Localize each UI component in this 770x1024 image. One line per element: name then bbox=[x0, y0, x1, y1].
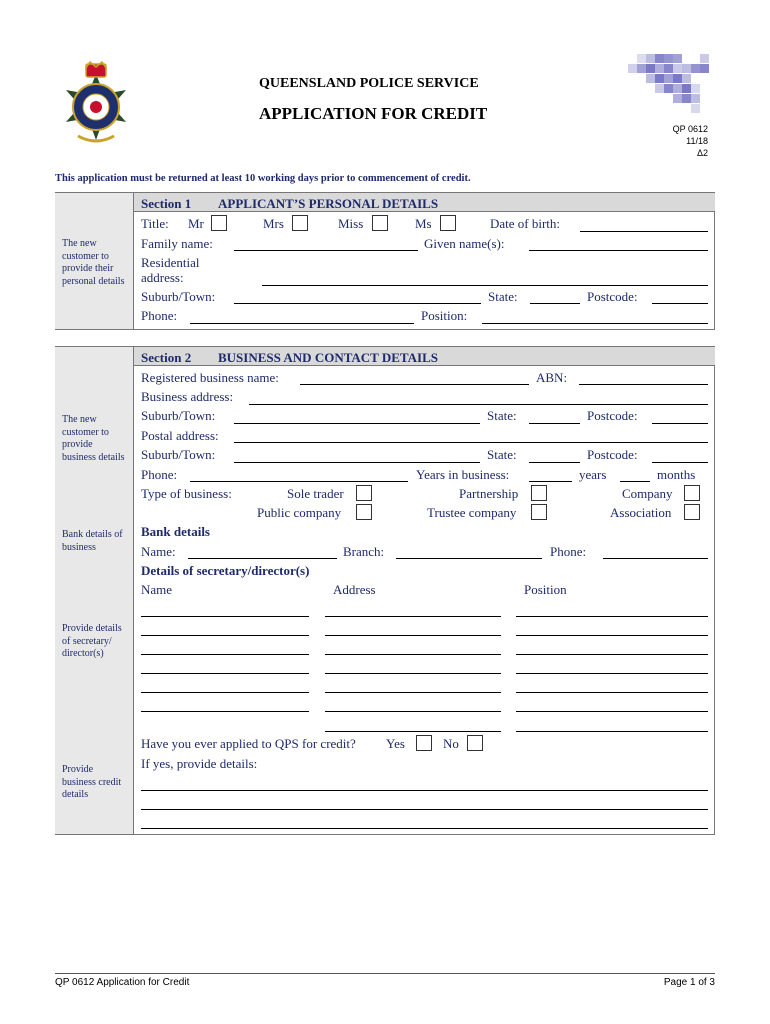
bank-phone-field[interactable] bbox=[603, 558, 708, 559]
director-field-r6-c2[interactable] bbox=[325, 711, 501, 712]
bank-details-heading: Bank details bbox=[141, 524, 210, 539]
secretary-side-note: Provide details of secretary/ director(s) bbox=[62, 623, 122, 659]
registered-name-field[interactable] bbox=[300, 384, 529, 385]
months-field[interactable] bbox=[620, 481, 650, 482]
applied-question: Have you ever applied to QPS for credit? bbox=[141, 736, 356, 751]
postal-address-field[interactable] bbox=[234, 442, 708, 443]
years-field[interactable] bbox=[529, 481, 572, 482]
business-phone-field[interactable] bbox=[190, 481, 408, 482]
credit-details-line-1[interactable] bbox=[141, 790, 708, 791]
trustee-company-checkbox[interactable] bbox=[531, 504, 547, 520]
director-field-r5-c2[interactable] bbox=[325, 692, 501, 693]
organisation-name: QUEENSLAND POLICE SERVICE bbox=[259, 76, 479, 91]
bank-name-label: Name: bbox=[141, 544, 176, 559]
footer-page-number: Page 1 of 3 bbox=[663, 977, 715, 988]
yes-label: Yes bbox=[386, 736, 405, 751]
checker-square bbox=[691, 104, 700, 113]
checker-square bbox=[655, 74, 664, 83]
company-checkbox[interactable] bbox=[684, 485, 700, 501]
form-version: Δ2 bbox=[696, 148, 708, 158]
director-field-r1-c3[interactable] bbox=[516, 616, 708, 617]
postcode-label: Postcode: bbox=[587, 289, 638, 304]
section2-number: Section 2 bbox=[141, 350, 192, 365]
mr-checkbox[interactable] bbox=[211, 215, 227, 231]
director-field-r4-c2[interactable] bbox=[325, 673, 501, 674]
association-label: Association bbox=[610, 505, 672, 520]
postcode-field[interactable] bbox=[652, 303, 708, 304]
given-names-field[interactable] bbox=[529, 250, 708, 251]
section1-title: APPLICANT’S PERSONAL DETAILS bbox=[218, 196, 439, 211]
state-label: State: bbox=[488, 289, 518, 304]
position-field[interactable] bbox=[482, 323, 708, 324]
intro-note: This application must be returned at least 10 working days prior to commencement of credit. bbox=[55, 173, 471, 184]
miss-checkbox[interactable] bbox=[372, 215, 388, 231]
form-code: QP 0612 bbox=[672, 124, 708, 134]
director-field-r5-c1[interactable] bbox=[141, 692, 309, 693]
mrs-checkbox[interactable] bbox=[292, 215, 308, 231]
checker-square bbox=[664, 54, 673, 63]
col-name-header: Name bbox=[141, 582, 173, 597]
dob-label: Date of birth: bbox=[490, 216, 561, 231]
checker-square bbox=[700, 54, 709, 63]
business-suburb-field[interactable] bbox=[234, 423, 480, 424]
checker-square bbox=[637, 64, 646, 73]
checker-square bbox=[664, 84, 673, 93]
postal-suburb-label: Suburb/Town: bbox=[141, 447, 216, 462]
form-date: 11/18 bbox=[686, 136, 708, 146]
col-position-header: Position bbox=[524, 582, 567, 597]
credit-side-note: Provide business credit details bbox=[62, 764, 122, 800]
association-checkbox[interactable] bbox=[684, 504, 700, 520]
postal-postcode-field[interactable] bbox=[652, 462, 708, 463]
business-address-label: Business address: bbox=[141, 389, 234, 404]
suburb-field[interactable] bbox=[234, 303, 481, 304]
bank-phone-label: Phone: bbox=[550, 544, 587, 559]
ms-checkbox[interactable] bbox=[440, 215, 456, 231]
title-option-mrs: Mrs bbox=[263, 216, 284, 231]
title-option-ms: Ms bbox=[415, 216, 432, 231]
checker-square bbox=[691, 94, 700, 103]
title-option-mr: Mr bbox=[188, 216, 204, 231]
business-state-field[interactable] bbox=[529, 423, 580, 424]
director-field-r3-c1[interactable] bbox=[141, 654, 309, 655]
public-company-label: Public company bbox=[257, 505, 342, 520]
partnership-checkbox[interactable] bbox=[531, 485, 547, 501]
months-label: months bbox=[657, 467, 696, 482]
checker-square bbox=[646, 74, 655, 83]
director-field-r3-c2[interactable] bbox=[325, 654, 501, 655]
checker-square bbox=[646, 54, 655, 63]
partnership-label: Partnership bbox=[459, 486, 519, 501]
checker-square bbox=[682, 74, 691, 83]
postal-address-label: Postal address: bbox=[141, 428, 219, 443]
checker-square bbox=[637, 54, 646, 63]
checker-square bbox=[682, 84, 691, 93]
director-field-r2-c2[interactable] bbox=[325, 635, 501, 636]
director-field-r5-c3[interactable] bbox=[516, 692, 708, 693]
dob-field[interactable] bbox=[580, 231, 708, 232]
credit-details-line-2[interactable] bbox=[141, 809, 708, 810]
checker-graphic bbox=[628, 54, 710, 114]
checker-square bbox=[655, 64, 664, 73]
checker-square bbox=[664, 74, 673, 83]
checker-square bbox=[673, 54, 682, 63]
checker-square bbox=[628, 64, 637, 73]
business-suburb-label: Suburb/Town: bbox=[141, 408, 216, 423]
director-field-r1-c1[interactable] bbox=[141, 616, 309, 617]
residential-address-field[interactable] bbox=[262, 285, 708, 286]
trustee-company-label: Trustee company bbox=[427, 505, 517, 520]
director-field-r7-c2[interactable] bbox=[325, 731, 501, 732]
footer-rule bbox=[55, 973, 715, 974]
title-option-miss: Miss bbox=[338, 216, 364, 231]
section2-side-note: The new customer to provide business details bbox=[62, 414, 125, 463]
business-phone-label: Phone: bbox=[141, 467, 178, 482]
section2-title: BUSINESS AND CONTACT DETAILS bbox=[218, 350, 438, 365]
yes-checkbox[interactable] bbox=[416, 735, 432, 751]
checker-square bbox=[673, 84, 682, 93]
residential-label: Residential bbox=[141, 255, 200, 270]
qps-logo bbox=[58, 60, 134, 152]
state-field[interactable] bbox=[530, 303, 580, 304]
director-field-r7-c3[interactable] bbox=[516, 731, 708, 732]
postal-state-label: State: bbox=[487, 447, 517, 462]
director-field-r2-c3[interactable] bbox=[516, 635, 708, 636]
checker-square bbox=[673, 64, 682, 73]
public-company-checkbox[interactable] bbox=[356, 504, 372, 520]
checker-square bbox=[655, 84, 664, 93]
phone-field[interactable] bbox=[190, 323, 414, 324]
company-label: Company bbox=[622, 486, 673, 501]
director-field-r4-c1[interactable] bbox=[141, 673, 309, 674]
checker-square bbox=[673, 74, 682, 83]
sole-trader-checkbox[interactable] bbox=[356, 485, 372, 501]
section1-side-note: The new customer to provide their personal details bbox=[62, 238, 125, 287]
family-name-field[interactable] bbox=[234, 250, 418, 251]
checker-square bbox=[655, 54, 664, 63]
business-postcode-label: Postcode: bbox=[587, 408, 638, 423]
given-names-label: Given name(s): bbox=[424, 236, 505, 251]
business-address-field[interactable] bbox=[249, 404, 708, 405]
director-field-r1-c2[interactable] bbox=[325, 616, 501, 617]
years-in-business-label: Years in business: bbox=[416, 467, 510, 482]
no-checkbox[interactable] bbox=[467, 735, 483, 751]
postal-state-field[interactable] bbox=[529, 462, 580, 463]
checker-square bbox=[664, 64, 673, 73]
director-field-r3-c3[interactable] bbox=[516, 654, 708, 655]
branch-label: Branch: bbox=[343, 544, 385, 559]
checker-square bbox=[691, 84, 700, 93]
suburb-label: Suburb/Town: bbox=[141, 289, 216, 304]
postal-suburb-field[interactable] bbox=[234, 462, 480, 463]
years-label: years bbox=[579, 467, 607, 482]
branch-field[interactable] bbox=[396, 558, 542, 559]
checker-square bbox=[700, 64, 709, 73]
bank-name-field[interactable] bbox=[188, 558, 337, 559]
checker-square bbox=[691, 64, 700, 73]
type-of-business-label: Type of business: bbox=[141, 486, 232, 501]
checker-square bbox=[682, 94, 691, 103]
business-state-label: State: bbox=[487, 408, 517, 423]
checker-square bbox=[673, 94, 682, 103]
address-label: address: bbox=[141, 270, 184, 285]
family-name-label: Family name: bbox=[141, 236, 213, 251]
footer-left: QP 0612 Application for Credit bbox=[55, 977, 190, 988]
director-field-r6-c3[interactable] bbox=[516, 711, 708, 712]
if-yes-label: If yes, provide details: bbox=[141, 756, 258, 771]
checker-square bbox=[682, 64, 691, 73]
sole-trader-label: Sole trader bbox=[287, 486, 344, 501]
director-field-r6-c1[interactable] bbox=[141, 711, 309, 712]
section1-number: Section 1 bbox=[141, 196, 192, 211]
abn-field[interactable] bbox=[579, 384, 708, 385]
bank-side-note: Bank details of business bbox=[62, 529, 123, 553]
title-label: Title: bbox=[141, 216, 169, 231]
business-postcode-field[interactable] bbox=[652, 423, 708, 424]
secretary-heading: Details of secretary/director(s) bbox=[141, 563, 310, 578]
registered-name-label: Registered business name: bbox=[141, 370, 279, 385]
postal-postcode-label: Postcode: bbox=[587, 447, 638, 462]
col-address-header: Address bbox=[333, 582, 376, 597]
abn-label: ABN: bbox=[536, 370, 568, 385]
director-field-r2-c1[interactable] bbox=[141, 635, 309, 636]
credit-details-line-3[interactable] bbox=[141, 828, 708, 829]
phone-label: Phone: bbox=[141, 308, 178, 323]
director-field-r4-c3[interactable] bbox=[516, 673, 708, 674]
no-label: No bbox=[443, 736, 459, 751]
checker-square bbox=[646, 64, 655, 73]
position-label: Position: bbox=[421, 308, 468, 323]
police-crest-icon bbox=[58, 60, 134, 152]
form-title: APPLICATION FOR CREDIT bbox=[259, 104, 488, 123]
